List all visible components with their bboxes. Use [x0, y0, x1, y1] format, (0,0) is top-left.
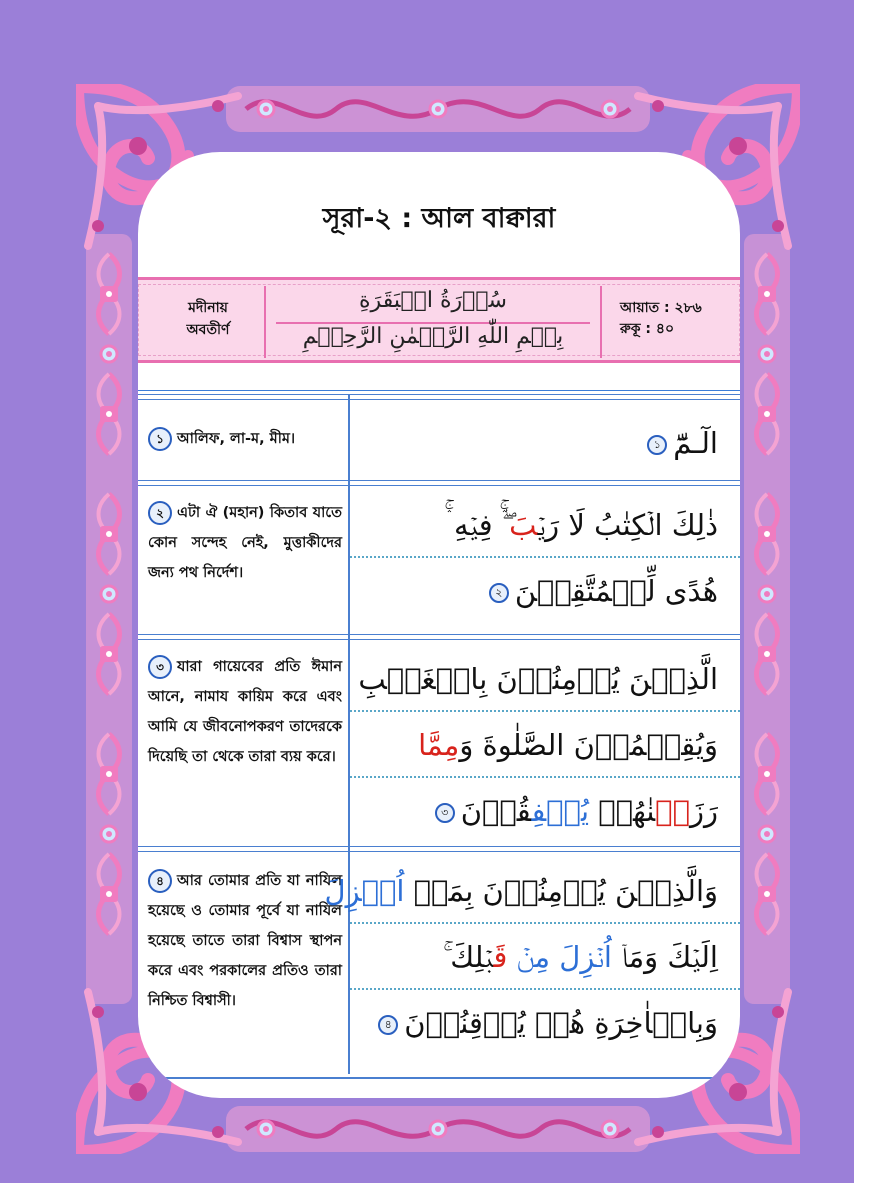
surah-header-band	[138, 277, 740, 363]
arabic-verse-line	[350, 410, 740, 476]
ayah-number-badge: ৪	[148, 869, 172, 893]
arabic-cell	[350, 410, 740, 476]
surah-arabic-name: سُوۡرَةُ الۡبَقَرَةِ	[359, 288, 507, 313]
arabic-text-segment: اُنۡزِلَ	[324, 874, 405, 908]
arabic-text-segment: هُدًی لِّلۡمُتَّقِیۡنَ	[514, 574, 718, 608]
arabic-text-segment: رَزَ	[689, 794, 718, 828]
arabic-text-segment: یُنۡفِ	[531, 794, 590, 828]
arabic-verse-line	[350, 646, 740, 712]
right-edge-strip	[854, 0, 870, 1183]
arabic-verse-line	[350, 558, 740, 624]
row-separator	[138, 394, 740, 400]
arabic-text-segment: قَ	[493, 940, 508, 974]
translation-text: এটা ঐ (মহান) কিতাব যাতে কোন সন্দেহ নেই, মুত্তাকীদের জন্য পথ নির্দেশ।	[148, 505, 342, 581]
row-separator	[138, 846, 740, 852]
translation-text: যারা গায়েবের প্রতি ঈমান আনে, নামায কায়িম করে এবং আমি যে জীবনোপকরণ তাদেরকে দিয়েছি তা থেকে তারা ব্যয় করে।	[148, 659, 342, 765]
table-bottom-line	[138, 1077, 740, 1079]
arabic-text-segment: قُوۡنَ	[460, 794, 532, 828]
arabic-text-segment	[507, 940, 516, 974]
arabic-text-segment: وَبِالۡاٰخِرَةِ هُمۡ یُوۡقِنُوۡنَ	[404, 1006, 718, 1040]
ayah-number-badge: ৩	[148, 655, 172, 679]
arabic-text-segment: بۡلِكَ ۚ	[442, 940, 494, 974]
arabic-text-segment: قۡ	[655, 794, 690, 828]
arabic-verse-line	[350, 924, 740, 990]
arabic-text-segment: ذٰلِكَ الۡكِتٰبُ لَا رَیۡ	[537, 508, 718, 542]
table-top-line	[138, 390, 740, 391]
arabic-text-segment: الَّذِیۡنَ یُؤۡمِنُوۡنَ بِالۡغَیۡبِ	[358, 662, 718, 696]
surah-heading: সূরা-২ : আল বাক্বারা	[322, 203, 556, 234]
arabic-verse-line	[324, 858, 740, 924]
arabic-text-segment: ۛۚۖ فِیۡهِ ۛۚ	[446, 508, 510, 542]
arabic-text-segment: اِلَیۡكَ وَمَاۤ	[611, 940, 718, 974]
bismillah: بِسۡمِ اللّٰهِ الرَّحۡمٰنِ الرَّحِیۡمِ	[302, 324, 564, 349]
translation-cell	[148, 652, 342, 772]
arabic-text-segment: بَ	[509, 508, 538, 542]
arabic-text-segment: وَالَّذِیۡنَ یُؤۡمِنُوۡنَ بِمَاۤ	[404, 874, 718, 908]
ruku-count: রুকূ : ৪০	[620, 321, 675, 337]
arabic-cell	[350, 492, 740, 624]
arabic-text-segment: وَیُقِیۡمُوۡنَ الصَّلٰوةَ وَ	[459, 728, 718, 762]
arabic-verse-line	[350, 990, 740, 1056]
page-panel	[138, 152, 740, 1098]
header-cartouche	[264, 286, 602, 358]
row-separator	[138, 480, 740, 486]
ayah-count: আয়াত : ২৮৬	[620, 300, 702, 316]
ayah-end-marker-icon: ৪	[378, 1015, 398, 1035]
arabic-text-segment: نٰهُمۡ	[589, 794, 656, 828]
ayah-number-badge: ১	[148, 427, 172, 451]
ayah-end-marker-icon: ২	[489, 583, 509, 603]
arabic-cell	[324, 858, 740, 1056]
arabic-verse-line	[350, 778, 740, 844]
ayah-end-marker-icon: ৩	[435, 803, 455, 823]
arabic-cell	[350, 646, 740, 844]
ayah-number-badge: ২	[148, 501, 172, 525]
row-separator	[138, 634, 740, 640]
revelation-place	[160, 297, 256, 341]
arabic-verse-line	[350, 712, 740, 778]
translation-cell	[148, 498, 342, 588]
translation-cell	[148, 866, 342, 1016]
arabic-text-segment: الٓـمّٓ	[673, 426, 718, 460]
arabic-text-segment: اُنۡزِلَ مِنۡ	[516, 940, 612, 974]
ayah-info	[620, 298, 728, 340]
revelation-place-line-2: অবতীর্ণ	[186, 322, 230, 338]
ayah-end-marker-icon: ১	[647, 435, 667, 455]
translation-cell	[148, 424, 342, 454]
revelation-place-line-1: মদীনায়	[188, 300, 228, 316]
arabic-text-segment: مِمَّا	[418, 728, 460, 762]
translation-text: আলিফ, লা-ম, মীম।	[177, 431, 296, 447]
translation-text: আর তোমার প্রতি যা নাযিল হয়েছে ও তোমার পূর্বে যা নাযিল হয়েছে তাতে তারা বিশ্বাস স্থাপন করে এবং পরকালের প্রতিও তারা নিশ্চিত বিশ্বাসী।	[148, 873, 342, 1009]
arabic-verse-line	[350, 492, 740, 558]
